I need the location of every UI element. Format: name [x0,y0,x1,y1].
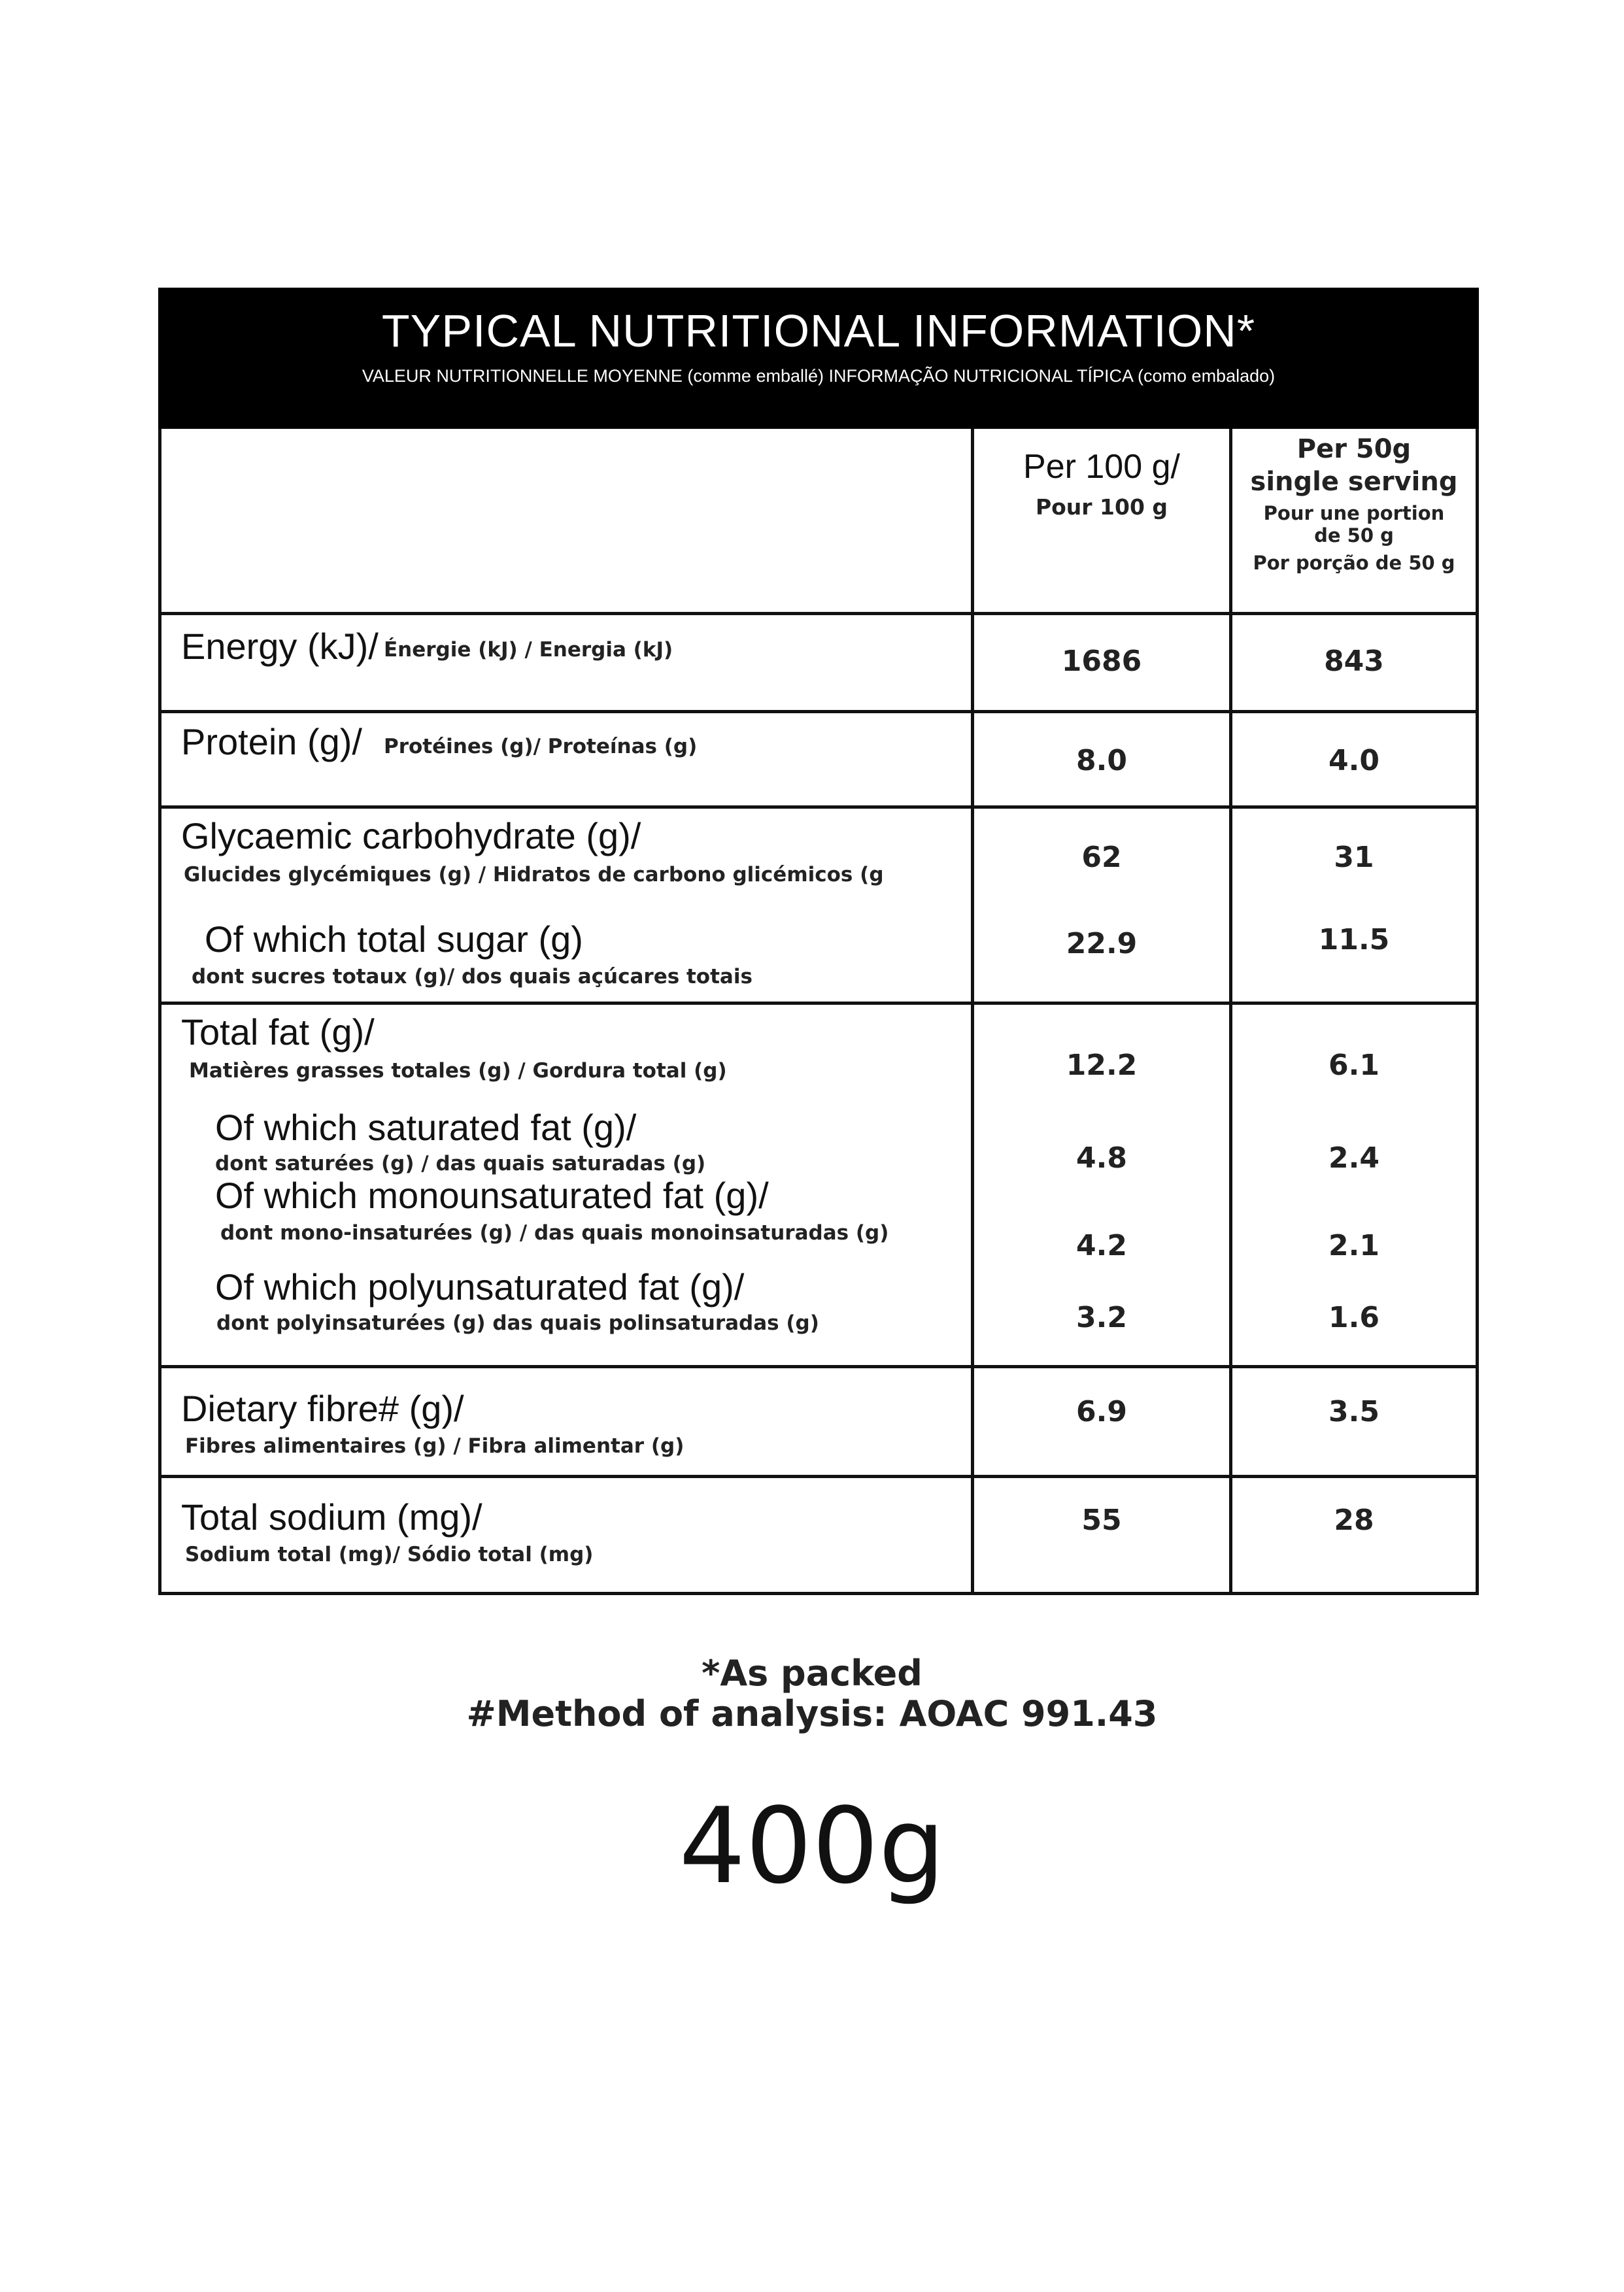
fibre-label: Dietary fibre# (g)/ [181,1388,464,1429]
sodium-label: Total sodium (mg)/ [181,1496,482,1538]
carb-translation: Glucides glycémiques (g) / Hidratos de carbono glicémicos (g [184,863,884,886]
per100-subheading: Pour 100 g [1035,494,1168,520]
label-title: TYPICAL NUTRITIONAL INFORMATION* [381,305,1256,356]
sodium-per100: 55 [1081,1504,1122,1537]
sugar-translation: dont sucres totaux (g)/ dos quais açúcares totais [192,965,753,988]
satfat-per100: 4.8 [1076,1141,1127,1175]
fibre-per100: 6.9 [1076,1395,1127,1428]
energy-per100: 1686 [1061,645,1142,678]
energy-per50: 843 [1324,645,1384,678]
per50-heading-line2: single serving [1250,467,1458,497]
polyfat-per100: 3.2 [1076,1301,1127,1334]
footnote-as-packed: *As packed [702,1653,922,1694]
sugar-per100: 22.9 [1066,927,1138,960]
label-subtitle: VALEUR NUTRITIONNELLE MOYENNE (comme emballé) INFORMAÇÃO NUTRICIONAL TÍPICA (como embalado) [362,366,1276,386]
row-divider [161,1365,1476,1368]
label-header [158,288,1479,429]
energy-label: Energy (kJ)/ [181,626,379,667]
polyfat-label: Of which polyunsaturated fat (g)/ [215,1266,745,1307]
monofat-translation: dont mono-insaturées (g) / das quais monoinsaturadas (g) [220,1221,889,1245]
fat-label: Total fat (g)/ [181,1011,375,1053]
row-divider [161,1475,1476,1478]
fibre-translation: Fibres alimentaires (g) / Fibra alimentar (g) [185,1434,685,1458]
row-divider [161,710,1476,713]
carb-label: Glycaemic carbohydrate (g)/ [181,815,641,856]
protein-label: Protein (g)/ [181,721,362,762]
footnote-method: #Method of analysis: AOAC 991.43 [466,1693,1158,1734]
satfat-translation: dont saturées (g) / das quais saturadas (g) [215,1152,706,1175]
nutrition-table [158,429,1479,1595]
polyfat-translation: dont polyinsaturées (g) das quais polinsaturadas (g) [216,1311,819,1335]
monofat-per100: 4.2 [1076,1229,1127,1262]
protein-per100: 8.0 [1076,744,1127,777]
fibre-per50: 3.5 [1328,1395,1379,1428]
carb-per100: 62 [1081,841,1122,874]
row-divider [161,612,1476,615]
satfat-per50: 2.4 [1328,1141,1379,1175]
fat-translation: Matières grasses totales (g) / Gordura total (g) [189,1059,727,1083]
energy-translation: Énergie (kJ) / Energia (kJ) [384,638,673,662]
satfat-label: Of which saturated fat (g)/ [215,1107,637,1148]
sodium-per50: 28 [1334,1504,1374,1537]
sugar-label: Of which total sugar (g) [205,918,583,960]
per100-heading: Per 100 g/ [1023,448,1180,486]
protein-per50: 4.0 [1328,744,1379,777]
carb-per50: 31 [1334,841,1374,874]
nutrition-label [158,288,1479,1595]
net-weight: 400g [679,1785,945,1907]
sodium-translation: Sodium total (mg)/ Sódio total (mg) [185,1543,594,1566]
monofat-label: Of which monounsaturated fat (g)/ [215,1175,769,1216]
sugar-per50: 11.5 [1318,923,1390,956]
fat-per100: 12.2 [1066,1049,1138,1082]
per50-subheading-fr1: Pour une portion [1263,502,1445,524]
fat-per50: 6.1 [1328,1049,1379,1082]
per50-subheading-fr2: de 50 g [1314,524,1394,547]
row-divider [161,1002,1476,1005]
per50-heading-line1: Per 50g [1296,434,1412,464]
protein-translation: Protéines (g)/ Proteínas (g) [384,735,698,758]
monofat-per50: 2.1 [1328,1229,1379,1262]
per50-subheading-pt: Por porção de 50 g [1253,552,1455,574]
row-divider [161,805,1476,809]
polyfat-per50: 1.6 [1328,1301,1379,1334]
